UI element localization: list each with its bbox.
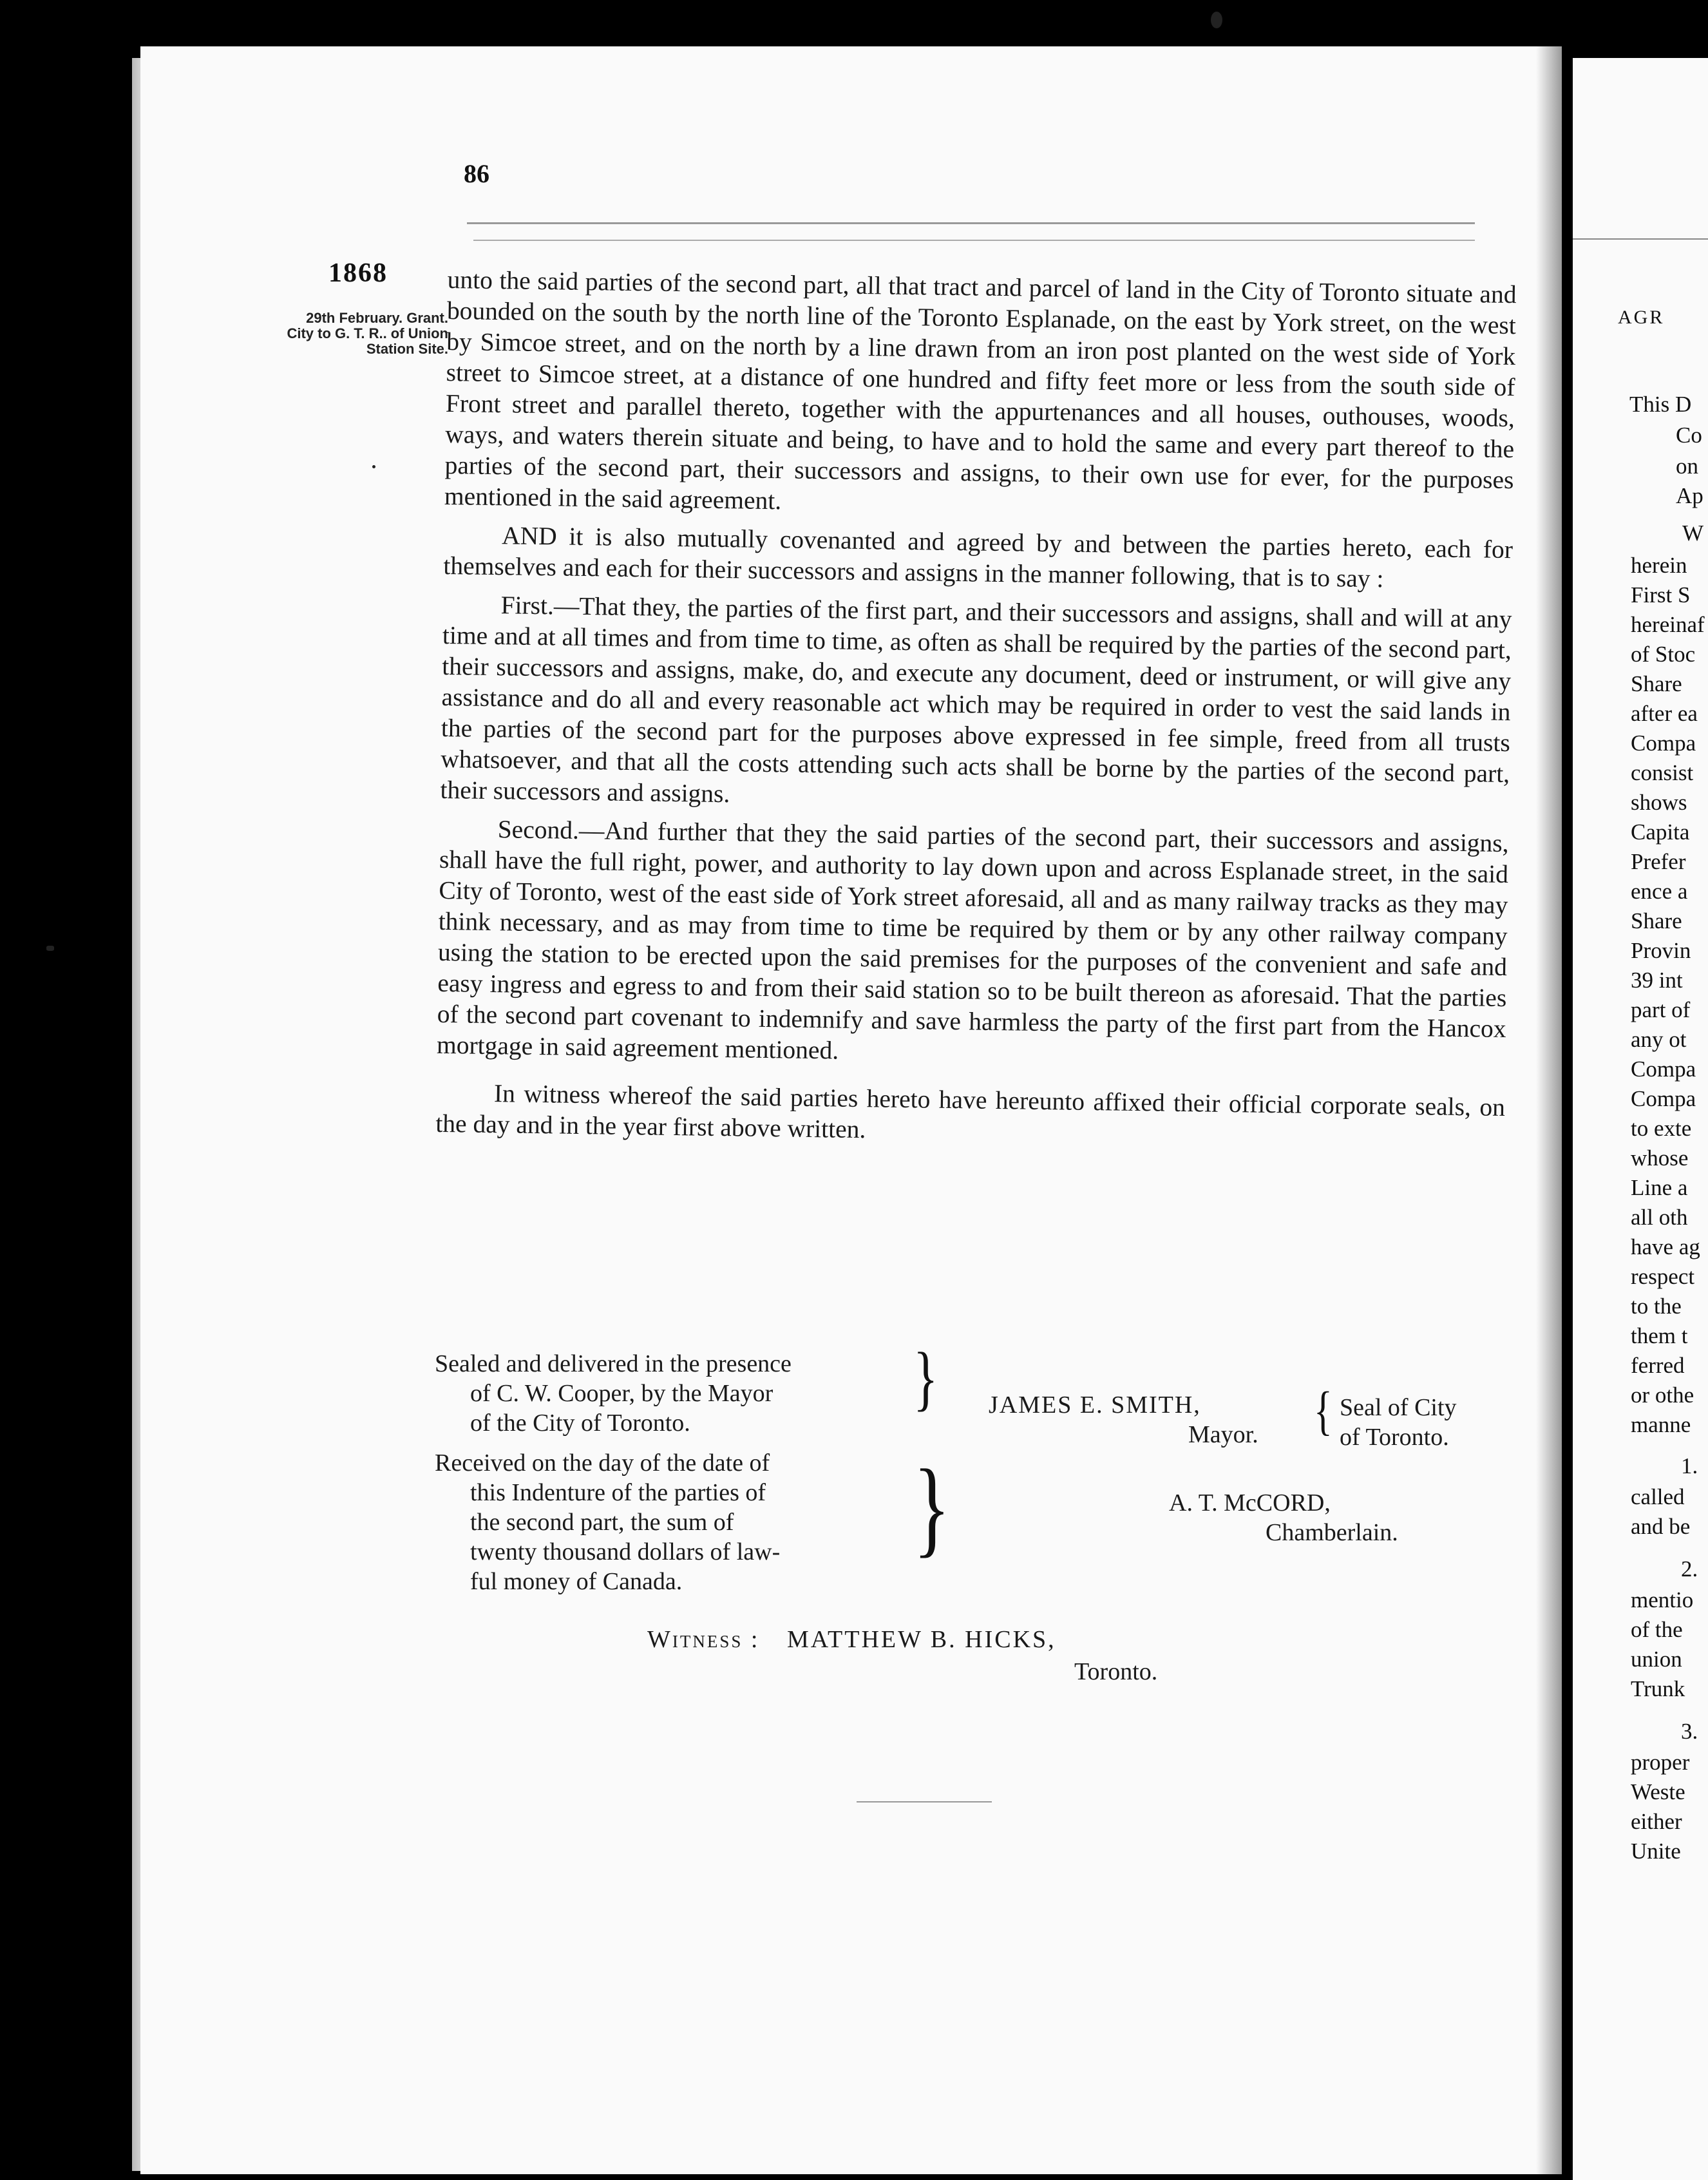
receipt-line: Received on the day of the date of [435,1449,770,1477]
adjacent-page-text: Prefer [1631,849,1686,874]
adjacent-page-text: of Stoc [1631,642,1696,667]
adjacent-page-text: on [1676,454,1698,479]
sealed-delivered-note [435,1349,913,1438]
adjacent-page-text: 3. [1681,1719,1698,1744]
adjacent-page-text: Co [1676,423,1702,448]
adjacent-page-text: Unite [1631,1839,1681,1864]
chamberlain-title: Chamberlain. [1266,1519,1398,1546]
brace: { [1314,1381,1333,1441]
witness-label: Witness : [647,1626,760,1653]
adjacent-page-text: First S [1631,582,1691,607]
scan-speck [46,946,54,951]
brace: } [913,1447,951,1567]
seal-line: of Toronto. [1340,1424,1449,1451]
paragraph: In witness whereof the said parties hereto have hereunto affixed their official corporate seals, on the day and in the year first above written. [435,1079,1506,1144]
adjacent-page-text: This D [1629,392,1692,417]
adjacent-page-text: Line a [1631,1175,1688,1200]
page-gutter-shadow [1536,46,1562,2174]
adjacent-page-text: whose [1631,1145,1689,1171]
adjacent-page-text: all oth [1631,1205,1688,1230]
adjacent-page-text: respect [1631,1264,1695,1289]
receipt-line: the second part, the sum of [470,1509,734,1536]
adjacent-page-text: manne [1631,1412,1691,1437]
receipt-line: this Indenture of the parties of [470,1479,766,1506]
adjacent-page-text: Trunk [1631,1676,1685,1701]
adjacent-page-text: ence a [1631,879,1688,904]
adjacent-page-text: them t [1631,1323,1688,1348]
page-number: 86 [464,159,489,188]
header-rule [467,222,1475,224]
adjacent-page-text: either [1631,1809,1682,1834]
adjacent-page-rule [1573,238,1708,240]
adjacent-page-text: Provin [1631,938,1691,963]
adjacent-page-text: AGR [1618,307,1665,328]
adjacent-page-text: of the [1631,1617,1683,1642]
scan-speck [1211,12,1222,28]
paragraph: Second.—And further that they the said parties of the second part, their successors and assigns, shall have the full right, power, and authority to lay down upon and across Esplanade street, in the said City of Toronto, west of the east side of York street aforesaid, all and as many railway tracks as they may think necessary, and as may from time to time be required by them or by any other railway company using the station to be erected upon the said premises for the purposes of the convenient and safe and easy ingress and egress to and from their said station so to be built thereon as aforesaid. That the parties of the second part covenant to indemnify and save harmless the party of the first part from the Hancox mortgage in said agreement mentioned. [436,815,1509,1065]
header-rule [473,240,1475,241]
adjacent-page-text: to exte [1631,1116,1692,1141]
adjacent-page-text: part of [1631,997,1691,1022]
adjacent-page-text: called [1631,1484,1685,1509]
adjacent-page-text: Compa [1631,1086,1696,1111]
brace: } [913,1339,938,1419]
scan-speck [372,465,375,468]
adjacent-page-text: and be [1631,1514,1691,1539]
witness-place: Toronto. [1074,1658,1158,1685]
adjacent-page-text: Weste [1631,1779,1685,1804]
receipt-note [435,1448,913,1596]
chamberlain-name: A. T. McCORD, [1169,1489,1331,1516]
adjacent-page-text: after ea [1631,701,1698,726]
margin-year: 1868 [328,258,388,288]
adjacent-page-text: Compa [1631,1057,1696,1082]
paragraph: AND it is also mutually covenanted and agreed by and between the parties hereto, each for themselves and each for their successors and assigns in the manner following, that is to say : [443,521,1513,593]
adjacent-page-text: Ap [1676,483,1703,508]
end-rule [857,1801,992,1802]
paragraph: unto the said parties of the second part, all that tract and parcel of land in the City of Toronto situate and bounded on the south by the north line of the Toronto Esplanade, on the east by York street, on the west by Simcoe street, and on the north by a line drawn from an iron post planted on the west side of York street to Simcoe street, at a distance of one hundred and fifty feet more or less from the south side of Front street and parallel thereto, together with the appurtenances and all houses, outhouses, woods, ways, and waters therein situate and being, to have and to hold the same and every part thereof to the parties of the second part, their successors and assigns, to their own use for ever, for the purposes mentioned in the said agreement. [444,265,1517,515]
adjacent-page-text: consist [1631,760,1694,785]
adjacent-page-text: have ag [1631,1234,1700,1259]
adjacent-page-text: 1. [1681,1453,1698,1478]
adjacent-page-text: 2. [1681,1556,1698,1582]
sealed-line: of the City of Toronto. [470,1410,690,1437]
receipt-line: ful money of Canada. [470,1568,683,1595]
sealed-line: of C. W. Cooper, by the Mayor [470,1380,773,1407]
adjacent-page-text: Share [1631,671,1682,696]
adjacent-page-text: or othe [1631,1382,1694,1408]
witness-name: MATTHEW B. HICKS, [787,1626,1056,1653]
paragraph: First.—That they, the parties of the first part, and their successors and assigns, shall and will at any time and at all times and from time to time, as often as shall be required by the parties of the second part, their successors and assigns, make, do, and execute any document, deed or instrument, or will give any assistance and do all and every reasonable act which may be required in order to vest the said lands in the parties of the second part for the purposes above expressed in fee simple, freed from all trusts whatsoever, and that all the costs attending such acts shall be borne by the parties of the second part, their successors and assigns. [440,591,1512,808]
adjacent-page-text: to the [1631,1294,1682,1319]
adjacent-page-fragment [1573,58,1708,2180]
adjacent-page-text: Share [1631,908,1682,933]
adjacent-page-text: Capita [1631,819,1690,845]
adjacent-page-text: hereinaf [1631,612,1705,637]
adjacent-page-text: proper [1631,1750,1690,1775]
adjacent-page-text: herein [1631,553,1687,578]
seal-line: Seal of City [1340,1394,1457,1421]
sealed-line: Sealed and delivered in the presence [435,1350,792,1377]
body-text [435,264,1517,1154]
adjacent-page-text: 39 int [1631,968,1683,993]
adjacent-page-text: any ot [1631,1027,1687,1052]
adjacent-page-text: ferred [1631,1353,1685,1378]
adjacent-page-text: shows [1631,790,1687,815]
receipt-line: twenty thousand dollars of law- [470,1538,781,1565]
adjacent-page-text: mentio [1631,1587,1694,1612]
adjacent-page-text: Compa [1631,731,1696,756]
adjacent-page-text: W [1682,521,1704,546]
mayor-title: Mayor. [1188,1421,1258,1448]
mayor-name: JAMES E. SMITH, [989,1391,1201,1419]
margin-note: 29th February. Grant. City to G. T. R.. of Union Station Site. [287,310,448,357]
adjacent-page-text: union [1631,1647,1682,1672]
